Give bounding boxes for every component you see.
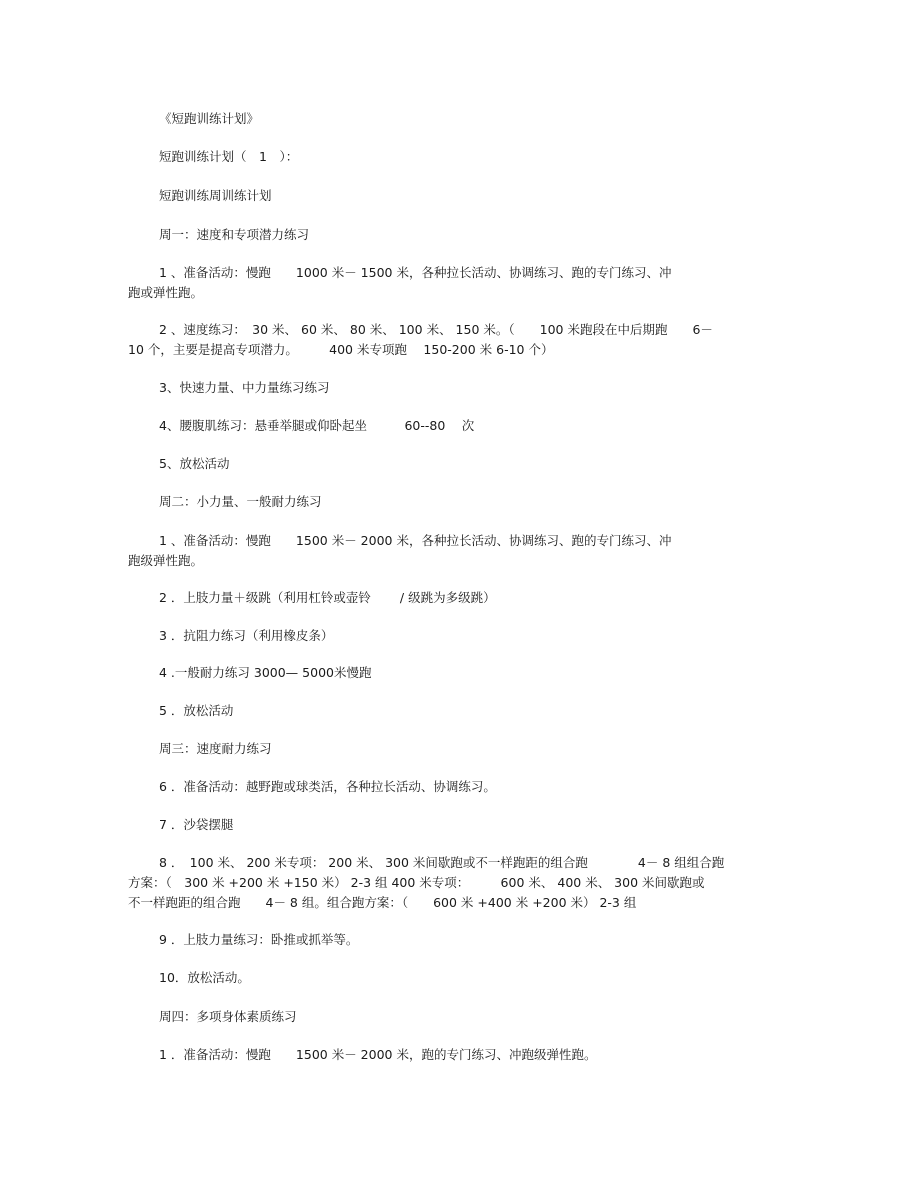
tuesday-item-1: 1 、准备活动：慢跑 1500 米－ 2000 米，各种拉长活动、协调练习、跑的专门练习、冲: [159, 533, 672, 548]
wednesday-item-6: 6 ．准备活动：越野跑或球类活，各种拉长活动、协调练习。: [159, 779, 496, 794]
thursday-item-1: 1 ．准备活动：慢跑 1500 米－ 2000 米，跑的专门练习、冲跑级弹性跑。: [159, 1047, 597, 1062]
wednesday-item-8-cont-2: 不一样跑距的组合跑 4－ 8 组。组合跑方案：（ 600 米 +400 米 +200 米） 2-3 组: [128, 895, 637, 910]
monday-item-4: 4、腰腹肌练习：悬垂举腿或仰卧起坐 60--80 次: [159, 418, 475, 433]
monday-heading: 周一：速度和专项潜力练习: [159, 227, 310, 242]
tuesday-heading: 周二：小力量、一般耐力练习: [159, 494, 322, 509]
wednesday-item-9: 9 ．上肢力量练习：卧推或抓举等。: [159, 932, 359, 947]
wednesday-item-8-cont-1: 方案：（ 300 米 +200 米 +150 米） 2-3 组 400 米专项： 600 米、 400 米、 300 米间歇跑或: [128, 875, 705, 890]
monday-item-1: 1 、准备活动：慢跑 1000 米－ 1500 米，各种拉长活动、协调练习、跑的专门练习、冲: [159, 265, 672, 280]
tuesday-item-3: 3 ．抗阻力练习（利用橡皮条）: [159, 628, 334, 643]
tuesday-item-2: 2 ．上肢力量＋级跳（利用杠铃或壶铃 / 级跳为多级跳）: [159, 590, 496, 605]
wednesday-item-7: 7 ．沙袋摆腿: [159, 817, 234, 832]
tuesday-item-1-cont: 跑级弹性跑。: [128, 553, 204, 568]
monday-item-2: 2 、速度练习： 30 米、 60 米、 80 米、 100 米、 150 米。（ 100 米跑段在中后期跑 6－: [159, 322, 713, 337]
monday-item-3: 3、快速力量、中力量练习练习: [159, 380, 330, 395]
wednesday-item-8: 8 ． 100 米、 200 米专项： 200 米、 300 米间歇跑或不一样跑距的组合跑 4－ 8 组组合跑: [159, 855, 725, 870]
document-title: 《短跑训练计划》: [159, 111, 260, 126]
monday-item-2-cont: 10 个，主要是提高专项潜力。 400 米专项跑 150-200 米 6-10 个）: [128, 342, 554, 357]
monday-item-1-cont: 跑或弹性跑。: [128, 285, 204, 300]
weekly-heading: 短跑训练周训练计划: [159, 188, 272, 203]
wednesday-item-10: 10．放松活动。: [159, 970, 250, 985]
tuesday-item-5: 5 ．放松活动: [159, 703, 234, 718]
monday-item-5: 5、放松活动: [159, 456, 230, 471]
tuesday-item-4: 4 .一般耐力练习 3000— 5000米慢跑: [159, 665, 372, 680]
thursday-heading: 周四：多项身体素质练习: [159, 1009, 297, 1024]
wednesday-heading: 周三：速度耐力练习: [159, 741, 272, 756]
plan-label: 短跑训练计划（ 1 ）：: [159, 149, 299, 164]
